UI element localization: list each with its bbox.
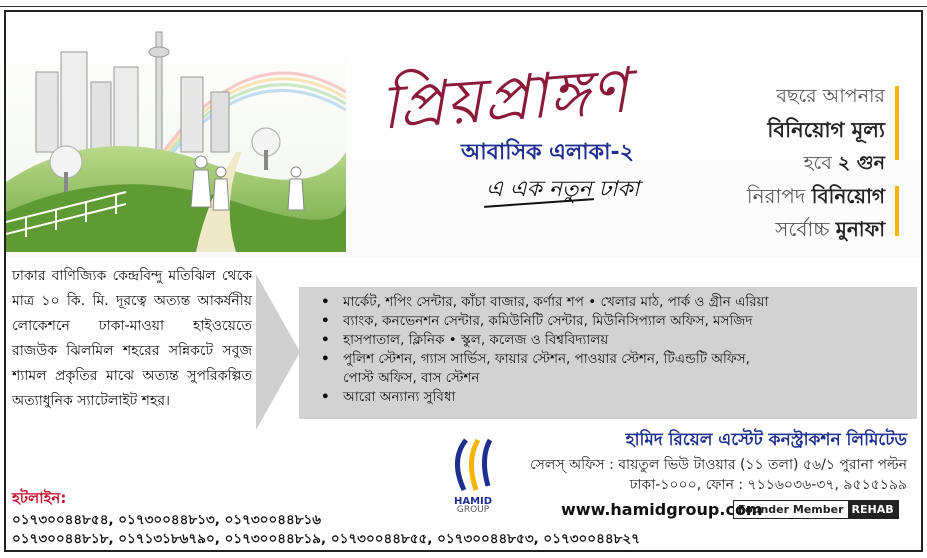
founder-org: REHAB xyxy=(848,501,898,518)
features-box xyxy=(299,287,917,419)
company-address xyxy=(530,455,907,495)
hotline-label: হটলাইন: xyxy=(12,489,67,507)
feature-item: • হাসপাতাল, ক্লিনিক • স্কুল, কলেজ ও বিশ্ববিদ্যালয় xyxy=(321,331,907,350)
hotline-numbers: ০১৭৩০০৪৪৮১৮, ০১৭১৩১৮৬৭৯০, ০১৭৩০০৪৪৮১৯, ০১৭৩০০৪৪৮৫৫, ০১৭৩০০৪৪৮৫৩, ০১৭৩০০৪৪৮২৭ xyxy=(12,531,640,547)
feature-item: • মার্কেট, শপিং সেন্টার, কাঁচা বাজার, কর্ণার শপ • খেলার মাঠ, পার্ক ও গ্রীন এরিয়া xyxy=(321,293,907,312)
website-link[interactable]: www.hamidgroup.com xyxy=(561,500,763,519)
founder-label: Founder Member xyxy=(738,503,844,516)
advertisement xyxy=(4,10,923,552)
safety-promo xyxy=(747,182,885,248)
arrow-shape xyxy=(256,274,300,430)
address-line: ঢাকা-১০০০, ফোন : ৭১১৬০৩৬-৩৭, ৯৫১৫১৯৯ xyxy=(629,477,907,493)
investment-promo xyxy=(767,82,885,181)
feature-item: • ব্যাংক, কনভেনশন সেন্টার, কমিউনিটি সেন্টার, মিউনিসিপ্যাল অফিস, মসজিদ xyxy=(321,312,907,331)
promo-accent-bar xyxy=(895,86,899,160)
feature-item: • আরো অন্যান্য সুবিধা xyxy=(321,388,907,407)
address-line: সেলস্ অফিস : বায়তুল ভিউ টাওয়ার (১১ তলা) ৫৬/১ পুরানা পল্টন xyxy=(529,457,907,473)
city-landscape-illustration xyxy=(6,12,346,252)
hotline-numbers: ০১৭৩০০৪৪৮৫৪, ০১৭৩০০৪৪৮১৩, ০১৭৩০০৪৪৮১৬ xyxy=(12,512,322,528)
promo-accent-bar xyxy=(895,186,899,236)
project-tagline: এ এক নতুন ঢাকা xyxy=(486,177,640,202)
promo-line: নিরাপদ বিনিয়োগ xyxy=(746,184,885,208)
location-description: ঢাকার বাণিজ্যিক কেন্দ্রবিন্দু মতিঝিল থেকে মাত্র ১০ কি. মি. দূরত্বে অত্যন্ত আকর্ষনীয় লোকেশনে ঢাকা-মাওয়া হাইওয়েতে রাজউক ঝিলমিল শহরের সন্নিকটে সবুজ শ্যামল প্রকৃতির মাঝে অত্যন্ত সুপরিকল্পিত অত্যাধুনিক স্যাটেলাইট শহর। xyxy=(12,268,252,409)
project-subtitle: আবাসিক এলাকা-২ xyxy=(461,140,634,165)
hero-section xyxy=(6,12,921,257)
logo-text: HAMID GROUP xyxy=(454,496,493,515)
promo-line: বিনিয়োগ মূল্য xyxy=(767,118,885,142)
feature-item: পোস্ট অফিস, বাস স্টেশন xyxy=(343,370,480,386)
project-name: প্রিয়প্রাঙ্গণ xyxy=(378,53,632,144)
promo-line: বছরে আপনার xyxy=(776,85,885,107)
founder-badge xyxy=(733,500,899,519)
feature-item: • পুলিশ স্টেশন, গ্যাস সার্ভিস, ফায়ার স্টেশন, পাওয়ার স্টেশন, টিএন্ডটি অফিস, xyxy=(321,350,907,369)
company-name: হামিদ রিয়েল এস্টেট কনস্ট্রাকশন লিমিটেড xyxy=(625,430,907,450)
top-strip xyxy=(0,0,927,7)
promo-line: সর্বোচ্চ মুনাফা xyxy=(775,217,885,241)
promo-line: হবে ২ গুন xyxy=(803,152,885,174)
